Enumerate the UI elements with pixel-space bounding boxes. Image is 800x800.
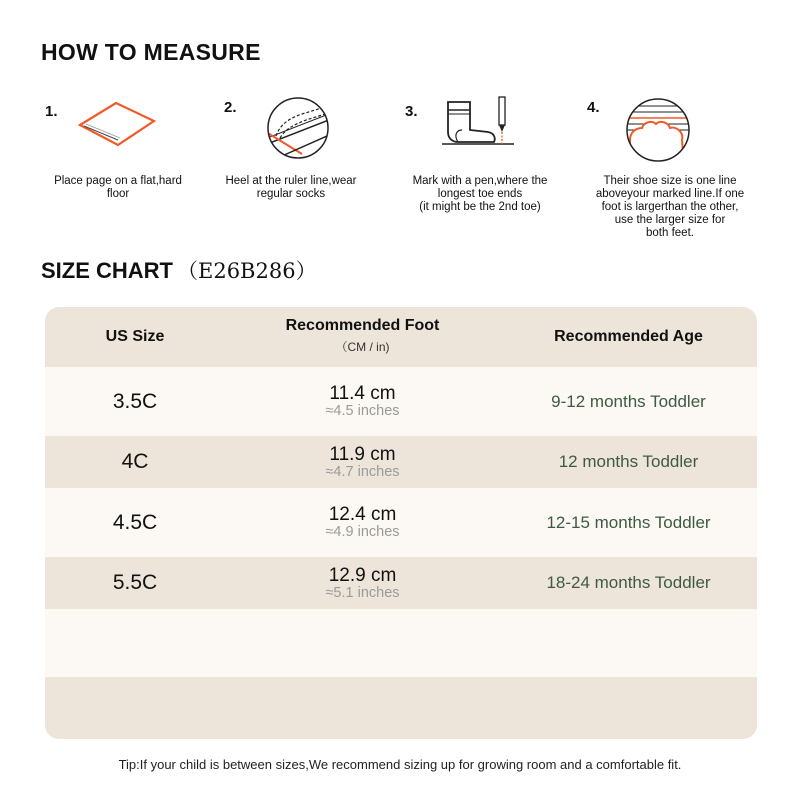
us-size-cell bbox=[45, 367, 225, 436]
age-cell bbox=[500, 488, 757, 557]
header-age-cell bbox=[500, 307, 757, 367]
us-size: 4C bbox=[121, 450, 149, 473]
sock-and-pen-icon bbox=[440, 94, 518, 156]
us-size-cell bbox=[45, 436, 225, 488]
step-2-text: Heel at the ruler line,wear regular socks bbox=[225, 175, 357, 200]
size-chart-label: SIZE CHART bbox=[41, 258, 173, 283]
empty-table-row bbox=[45, 677, 757, 739]
foot-length-cell bbox=[225, 367, 500, 436]
age-cell bbox=[500, 557, 757, 609]
age-cell bbox=[500, 436, 757, 488]
foot-cm: 12.4 cm bbox=[328, 504, 397, 525]
us-size: 5.5C bbox=[112, 571, 158, 594]
recommended-age: 12-15 months Toddler bbox=[546, 512, 711, 532]
size-chart-title bbox=[41, 255, 317, 285]
recommended-age: 18-24 months Toddler bbox=[546, 573, 711, 592]
sizing-tip: Tip:If your child is between sizes,We recommend sizing up for growing room and a comfortable fit. bbox=[118, 757, 682, 772]
us-size: 4.5C bbox=[112, 510, 158, 534]
foot-cm: 11.9 cm bbox=[329, 443, 396, 465]
table-row bbox=[45, 488, 757, 557]
step-1-number: 1. bbox=[45, 103, 58, 120]
empty-table-row bbox=[45, 609, 757, 677]
foot-length-cell bbox=[225, 488, 500, 557]
header-foot-cell bbox=[225, 307, 500, 367]
size-table bbox=[45, 307, 757, 739]
header-us-size: US Size bbox=[105, 328, 165, 345]
model-code: （E26B286） bbox=[177, 259, 317, 283]
how-to-measure-title: HOW TO MEASURE bbox=[41, 39, 261, 65]
us-size: 3.5C bbox=[112, 389, 158, 413]
header-recommended-foot: Recommended Foot bbox=[285, 317, 440, 334]
foot-inches: ≈4.7 inches bbox=[325, 463, 400, 480]
heel-on-ruler-icon bbox=[262, 96, 336, 162]
recommended-age: 12 months Toddler bbox=[558, 452, 699, 471]
recommended-age: 9-12 months Toddler bbox=[551, 391, 706, 411]
toe-line-icon bbox=[622, 96, 694, 164]
table-row bbox=[45, 367, 757, 436]
us-size-cell bbox=[45, 488, 225, 557]
paper-on-floor-icon bbox=[76, 99, 158, 149]
step-3-text: Mark with a pen,where the longest toe ends (it might be the 2nd toe) bbox=[412, 175, 548, 213]
table-header bbox=[45, 307, 757, 367]
foot-inches: ≈4.9 inches bbox=[325, 524, 400, 540]
us-size-cell bbox=[45, 557, 225, 609]
foot-length-cell bbox=[225, 436, 500, 488]
foot-cm: 12.9 cm bbox=[328, 564, 397, 586]
age-cell bbox=[500, 367, 757, 436]
step-1-text: Place page on a flat,hard floor bbox=[54, 175, 182, 200]
header-us-size-cell bbox=[45, 307, 225, 367]
foot-length-cell bbox=[225, 557, 500, 609]
table-row bbox=[45, 436, 757, 488]
step-2-number: 2. bbox=[224, 99, 237, 116]
header-foot-units: （CM / in) bbox=[335, 340, 390, 354]
step-4-number: 4. bbox=[587, 99, 600, 116]
step-4-text: Their shoe size is one line aboveyour marked line.If one foot is largerthan the other, use the larger size for both feet. bbox=[595, 175, 745, 239]
table-row bbox=[45, 557, 757, 609]
header-recommended-age: Recommended Age bbox=[554, 328, 703, 345]
foot-cm: 11.4 cm bbox=[329, 383, 396, 404]
step-3-number: 3. bbox=[405, 103, 418, 120]
foot-inches: ≈5.1 inches bbox=[325, 584, 400, 601]
foot-inches: ≈4.5 inches bbox=[325, 403, 400, 419]
